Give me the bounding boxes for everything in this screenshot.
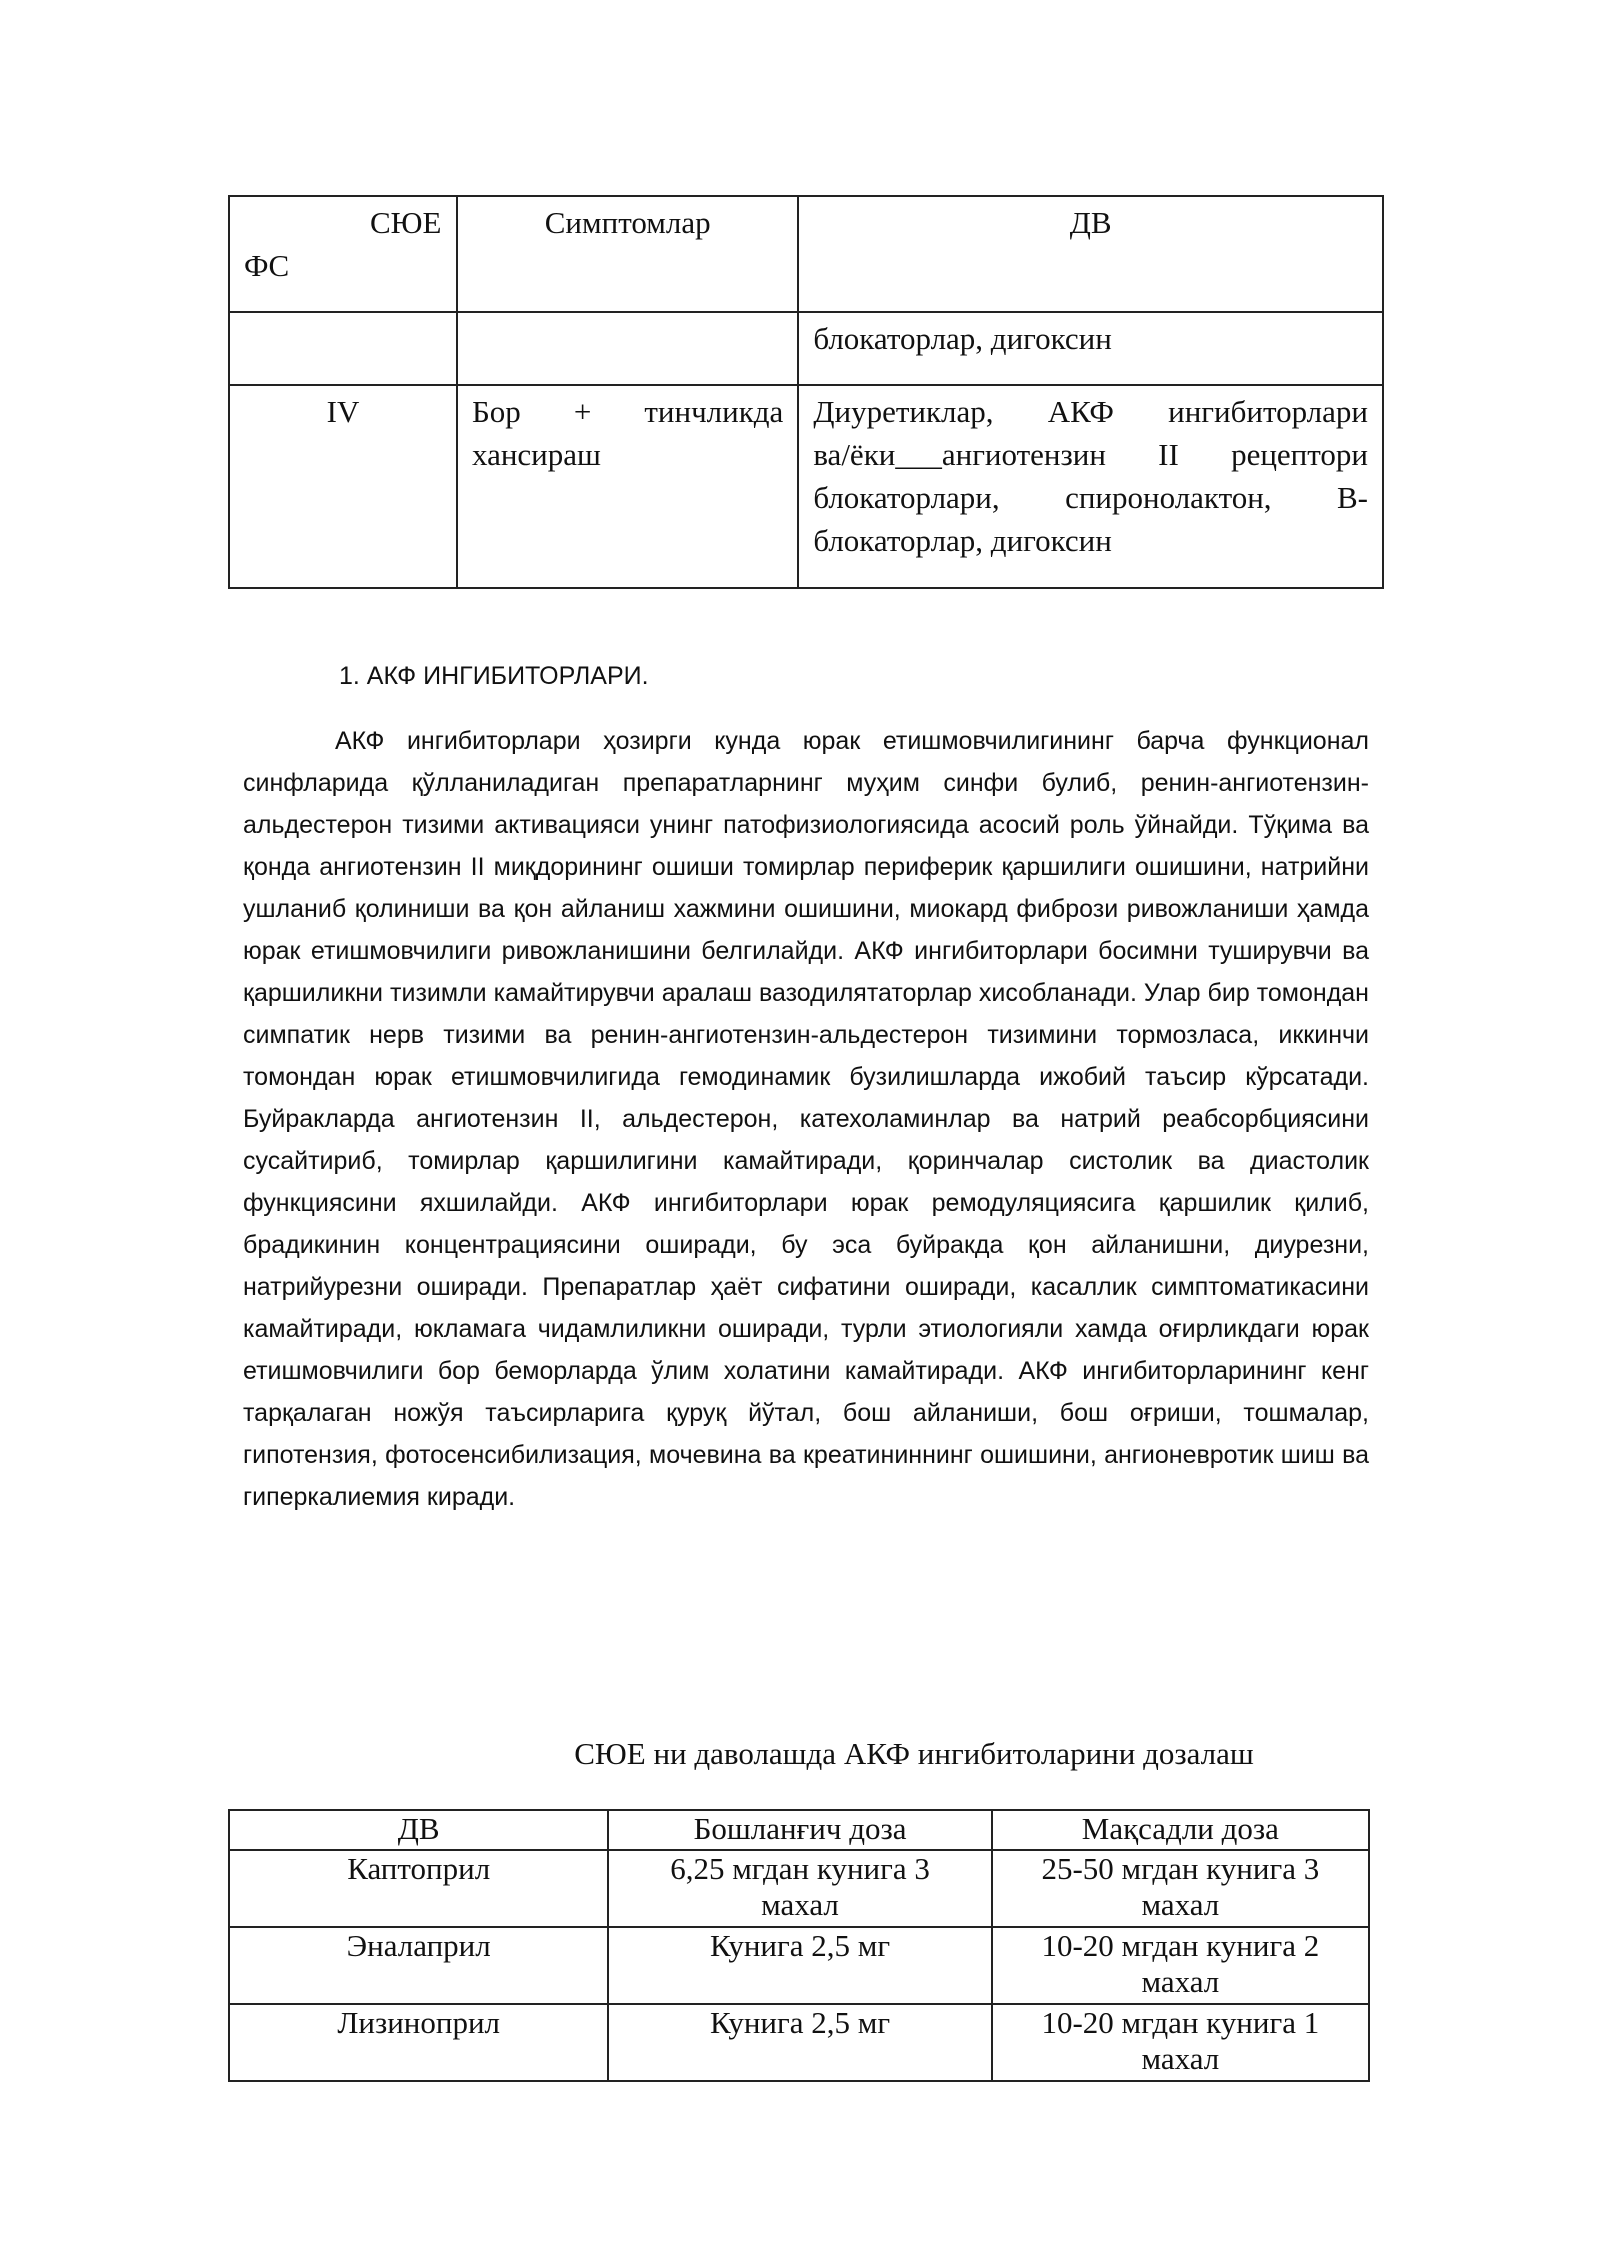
dose-line: Кунига 2,5 мг: [709, 2005, 891, 2040]
header-fs-label: ФС: [244, 248, 290, 283]
start-dose: [608, 1850, 991, 1927]
header-symptoms-label: Симптомлар: [544, 205, 711, 240]
body-paragraph: АКФ ингибиторлари ҳозирги кунда юрак етишмовчилигининг барча функционал синфларида қўлланиладиган препаратларнинг муҳим синфи булиб, ренин-ангиотензин-альдестерон тизими активацияси унинг патофизиологиясида асосий роль ўйнайди. Тўқима ва қонда ангиотензин II миқдорининг ошиши томирлар периферик қаршилиги ошишини, натрийни ушланиб қолиниши ва қон айланиш хажмини ошишини, миокард фибрози ривожланиши ҳамда юрак етишмовчилиги ривожланишини белгилайди. АКФ ингибиторлари босимни туширувчи ва қаршиликни тизимли камайтирувчи аралаш вазодилятаторлар хисобланади. Улар бир томондан симпатик нерв тизими ва ренин-ангиотензин-альдестерон тизимини тормозласа, иккинчи томондан юрак етишмовчилигида гемодинамик бузилишларда ижобий таъсир кўрсатади. Буйракларда ангиотензин II, альдестерон, катехоламинлар ва натрий реабсорбциясини сусайтириб, томирлар қаршилигини камайтиради, қоринчалар систолик ва диастолик функциясини яхшилайди. АКФ ингибиторлари юрак ремодуляциясига қаршилик қилиб, брадикинин концентрациясини оширади, бу эса буйракда қон айланишни, диурезни, натрийурезни оширади. Препаратлар ҳаёт сифатини оширади, касаллик симптоматикасини камайтиради, юкламага чидамлиликни оширади, турли этиологияли хамда оғирликдаги юрак етишмовчилиги бор беморларда ўлим холатини камайтиради. АКФ ингибиторларининг кенг тарқалаган ножўя таъсирларига қуруқ йўтал, бош айланиши, бош оғриши, тошмалар, гипотензия, фотосенсибилизация, мочевина ва креатининнинг ошишини, ангионевротик шиш ва гиперкалиемия киради.: [243, 727, 1369, 1511]
dose-line: махал: [1141, 1887, 1220, 1922]
dose-header-start: Бошланғич доза: [608, 1810, 991, 1850]
section-heading: 1. АКФ ИНГИБИТОРЛАРИ.: [339, 662, 649, 690]
dose-line: 10-20 мгдан кунига 1: [1041, 2005, 1320, 2040]
header-cell-dv: [798, 196, 1383, 312]
table-cell: [798, 312, 1383, 385]
table-row: [229, 1850, 1369, 1927]
target-dose: [992, 1927, 1369, 2004]
dose-line: 10-20 мгдан кунига 2: [1041, 1928, 1320, 1963]
dose-line: махал: [1141, 1964, 1220, 1999]
table-cell: [457, 312, 798, 385]
table-row: [229, 2004, 1369, 2081]
table-cell-symptoms: [457, 385, 798, 588]
target-dose: [992, 2004, 1369, 2081]
drug-line: блокаторлари, спиронолактон, В-: [813, 480, 1368, 515]
dose-line: 25-50 мгдан кунига 3: [1041, 1851, 1320, 1886]
target-dose: [992, 1850, 1369, 1927]
header-cell-symptoms: [457, 196, 798, 312]
dose-table: [228, 1809, 1370, 2082]
symptom-line: хансираш: [471, 437, 601, 472]
dose-header-target: Мақсадли доза: [992, 1810, 1369, 1850]
table-header-row: [229, 196, 1383, 312]
drug-name: Эналаприл: [229, 1927, 608, 2004]
symptoms-table: [228, 195, 1384, 589]
dose-table-header-row: [229, 1810, 1369, 1850]
dose-line: махал: [761, 1887, 839, 1922]
table-row: [229, 312, 1383, 385]
start-dose: [608, 2004, 991, 2081]
cell-text: блокаторлар, дигоксин: [813, 321, 1112, 356]
table-cell-drugs: [798, 385, 1383, 588]
dose-line: махал: [1141, 2041, 1220, 2076]
dose-line: 6,25 мгдан кунига 3: [670, 1851, 930, 1886]
table-cell: [229, 312, 457, 385]
header-dv-label: ДВ: [1069, 205, 1112, 240]
dose-line: Кунига 2,5 мг: [709, 1928, 891, 1963]
dose-header-dv: ДВ: [229, 1810, 608, 1850]
drug-line: блокаторлар, дигоксин: [813, 523, 1112, 558]
drug-line: ва/ёки___ангиотензин II рецептори: [813, 437, 1368, 472]
table-row: [229, 385, 1383, 588]
table-cell-class: [229, 385, 457, 588]
table-row: [229, 1927, 1369, 2004]
start-dose: [608, 1927, 991, 2004]
symptom-line: Бор + тинчликда: [471, 394, 784, 429]
drug-name: Каптоприл: [229, 1850, 608, 1927]
dose-table-caption: СЮЕ ни даволашда АКФ ингибитоларини дозалаш: [574, 1736, 1254, 1771]
drug-line: Диуретиклар, АКФ ингибиторлари: [813, 394, 1368, 429]
drug-name: Лизиноприл: [229, 2004, 608, 2081]
functional-class-label: IV: [326, 394, 360, 429]
header-cell-cue-fs: [229, 196, 457, 312]
header-cue-label: СЮЕ: [370, 205, 442, 240]
